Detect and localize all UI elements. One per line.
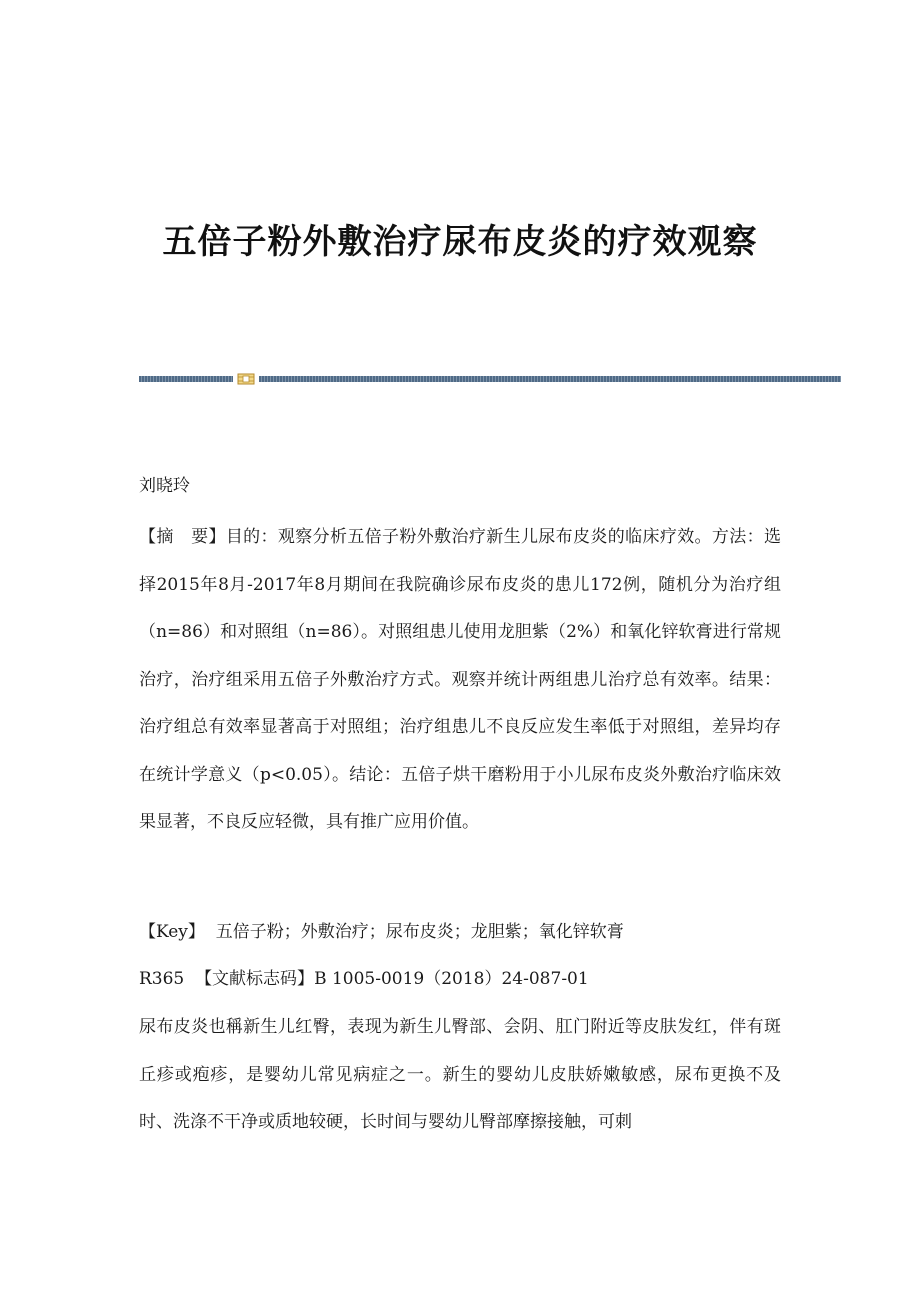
keywords bbox=[139, 909, 781, 957]
title-divider bbox=[139, 374, 841, 386]
abstract-label: 【摘 要】 bbox=[139, 527, 226, 547]
keywords-label: 【Key】 bbox=[139, 922, 205, 942]
doc-code-label: 【文献标志码】 bbox=[195, 969, 315, 989]
keywords-text: 五倍子粉；外敷治疗；尿布皮炎；龙胆紫；氧化锌软膏 bbox=[215, 922, 624, 942]
divider-bar-left bbox=[139, 376, 233, 382]
divider-bar-right bbox=[259, 376, 841, 382]
classification-line bbox=[139, 956, 781, 1004]
clc-number: R365 bbox=[139, 969, 185, 989]
divider-ornament-icon bbox=[237, 373, 255, 385]
paper-title: 五倍子粉外敷治疗尿布皮炎的疗效观察 bbox=[162, 222, 758, 262]
abstract bbox=[139, 514, 781, 847]
abstract-text: 目的：观察分析五倍子粉外敷治疗新生儿尿布皮炎的临床疗效。方法：选择2015年8月-2017年8月期间在我院确诊尿布皮炎的患儿172例，随机分为治疗组（n=86）和对照组（n=86）。对照组患儿使用龙胆紫（2%）和氧化锌软膏进行常规治疗，治疗组采用五倍子外敷治疗方式。观察并统计两组患儿治疗总有效率。结果：治疗组总有效率显著高于对照组；治疗组患儿不良反应发生率低于对照组，差异均存在统计学意义（p<0.05）。结论：五倍子烘干磨粉用于小儿尿布皮炎外敷治疗临床效果显著，不良反应轻微，具有推广应用价值。 bbox=[139, 527, 782, 832]
doc-code: B 1005-0019（2018）24-087-01 bbox=[314, 969, 589, 989]
body-paragraph: 尿布皮炎也稱新生儿红臀，表现为新生儿臀部、会阴、肛门附近等皮肤发红，伴有斑丘疹或疱疹，是婴幼儿常见病症之一。新生的婴幼儿皮肤娇嫩敏感，尿布更换不及时、洗涤不干净或质地较硬，长时间与婴幼儿臀部摩擦接触，可刺 bbox=[139, 1017, 781, 1132]
author-name: 刘晓玲 bbox=[139, 476, 190, 496]
